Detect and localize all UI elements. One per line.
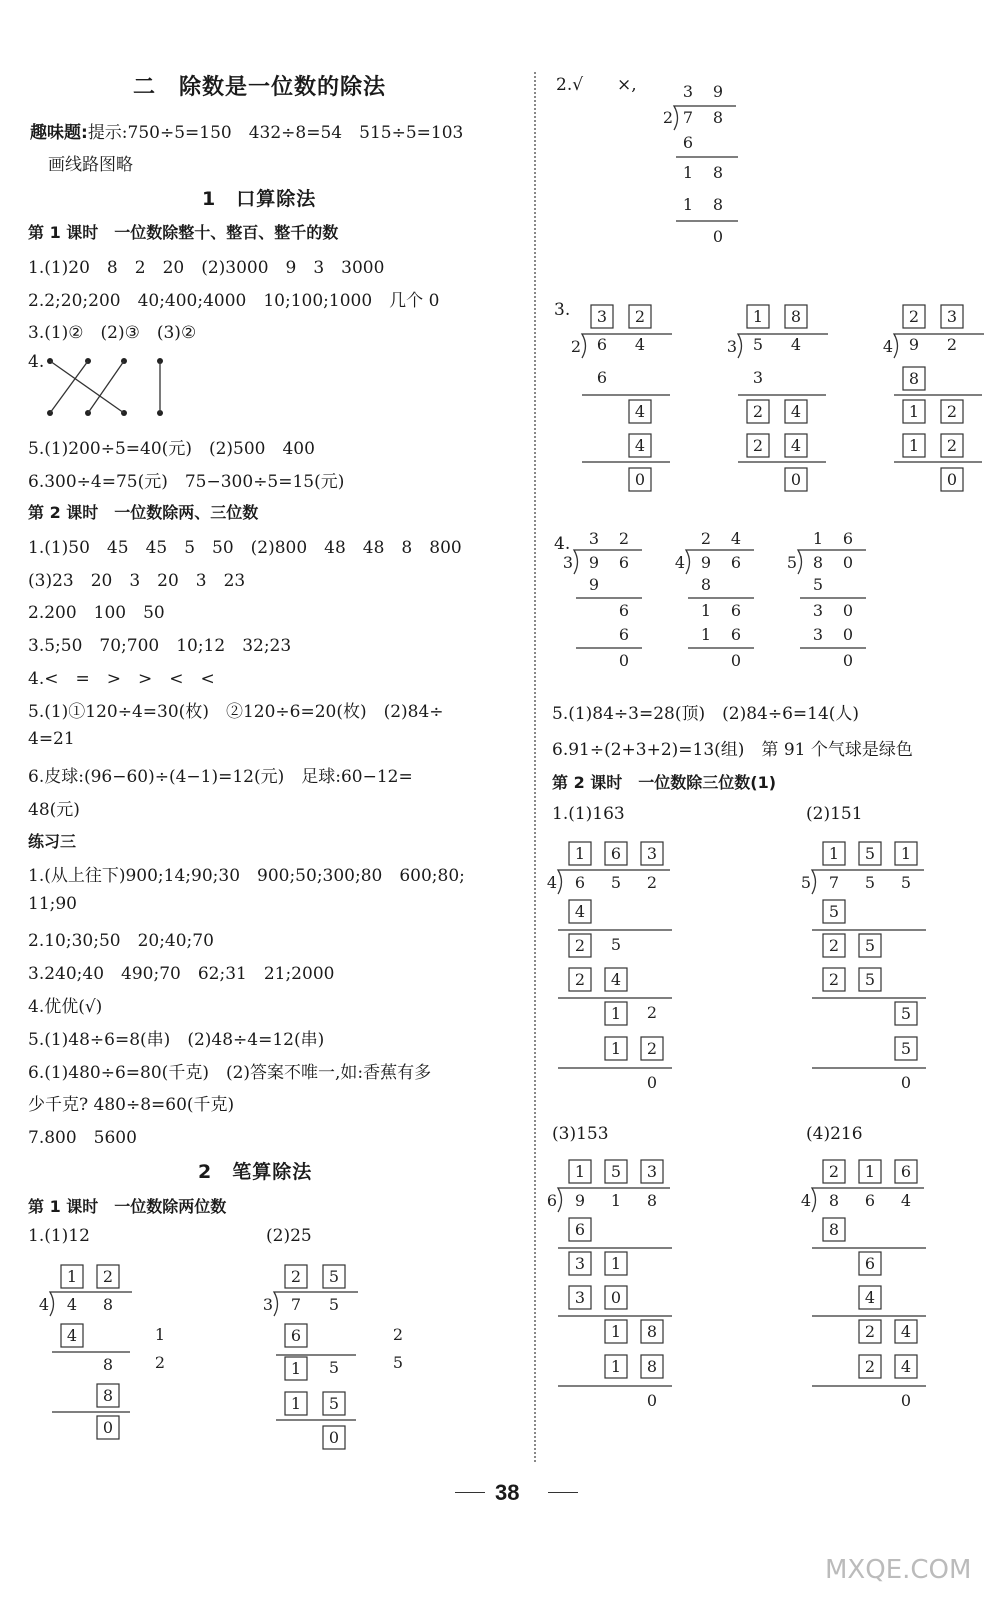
boxed-digit: 4 [790,402,802,421]
boxed-digit: 5 [864,970,876,989]
digit: 2 [618,529,630,548]
digit: 1 [682,195,694,214]
digit: 2 [646,873,658,892]
division-bracket [274,1292,358,1316]
fun-text-2: 画线路图略 [48,155,133,175]
digit: 0 [842,553,854,572]
digit: 1 [610,1191,622,1210]
boxed-digit: 8 [828,1220,840,1239]
divisor: 4 [674,553,686,572]
digit: 1 [154,1325,166,1344]
l2-answer-6b: 48(元) [28,800,80,820]
boxed-digit: 6 [610,844,622,863]
digit: 0 [842,601,854,620]
ex3-answer-7: 7.800 5600 [28,1128,137,1148]
digit: 0 [842,625,854,644]
digit: 2 [154,1353,166,1372]
boxed-digit: 5 [864,844,876,863]
ex3-answer-4: 4.优优(√) [28,997,103,1017]
boxed-digit: 4 [634,402,646,421]
boxed-digit: 0 [790,470,802,489]
ex3-answer-3: 3.240;40 490;70 62;31 21;2000 [28,964,335,984]
match-line [50,361,124,413]
l1-answer-4: 4. [28,352,45,372]
digit: 6 [730,553,742,572]
boxed-digit: 3 [646,844,658,863]
boxed-digit: 4 [574,902,586,921]
digit: 3 [588,529,600,548]
boxed-digit: 5 [610,1162,622,1181]
digit: 5 [328,1295,340,1314]
boxed-digit: 2 [574,970,586,989]
boxed-digit: 2 [946,436,958,455]
fun-text: 提示:750÷5=150 432÷8=54 515÷5=103 [87,123,464,143]
division-bracket [686,550,754,574]
digit: 4 [730,529,742,548]
r-q1-2-label: (2)151 [806,804,863,824]
l2-answer-4: 4.< = > > < < [28,669,215,689]
digit: 5 [900,873,912,892]
section-title: 二 除数是一位数的除法 [133,75,387,100]
l2-answer-2: 2.200 100 50 [28,603,165,623]
boxed-digit: 1 [752,307,764,326]
boxed-digit: 3 [574,1288,586,1307]
digit: 3 [812,625,824,644]
divisor: 5 [786,553,798,572]
l1-answer-2: 2.2;20;200 40;400;4000 10;100;1000 几个 0 [28,291,440,311]
boxed-digit: 4 [66,1326,78,1345]
digit: 5 [864,873,876,892]
digit: 8 [102,1355,114,1374]
boxed-digit: 2 [828,936,840,955]
digit: 0 [842,651,854,670]
digit: 1 [812,529,824,548]
digit: 0 [712,227,724,246]
boxed-digit: 2 [102,1267,114,1286]
boxed-digit: 6 [574,1220,586,1239]
l2-answer-6: 6.皮球:(96−60)÷(4−1)=12(元) 足球:60−12= [28,767,413,787]
digit: 8 [712,195,724,214]
boxed-digit: 5 [328,1267,340,1286]
subsection-title-2: 2 笔算除法 [198,1161,313,1183]
digit: 6 [864,1191,876,1210]
boxed-digit: 1 [574,844,586,863]
boxed-digit: 1 [828,844,840,863]
digit: 0 [900,1073,912,1092]
divisor: 2 [662,108,674,127]
digit: 0 [900,1391,912,1410]
divisor: 4 [882,337,894,356]
divisor: 3 [262,1295,274,1314]
digit: 2 [700,529,712,548]
boxed-digit: 8 [790,307,802,326]
boxed-digit: 2 [864,1322,876,1341]
boxed-digit: 2 [752,402,764,421]
digit: 6 [596,368,608,387]
divisor: 4 [546,873,558,892]
boxed-digit: 2 [752,436,764,455]
digit: 7 [682,108,694,127]
digit: 1 [700,625,712,644]
digit: 5 [752,335,764,354]
ex3-answer-5: 5.(1)48÷6=8(串) (2)48÷4=12(串) [28,1030,325,1050]
boxed-digit: 2 [290,1267,302,1286]
lesson-title-3: 第 1 课时 一位数除两位数 [28,1197,227,1216]
l1-answer-5: 5.(1)200÷5=40(元) (2)500 400 [28,439,315,459]
digit: 9 [712,82,724,101]
digit: 1 [682,163,694,182]
ex3-answer-6: 6.(1)480÷6=80(千克) (2)答案不唯一,如:香蕉有多 [28,1063,432,1083]
digit: 0 [646,1391,658,1410]
digit: 6 [618,601,630,620]
divisor: 2 [570,337,582,356]
boxed-digit: 3 [596,307,608,326]
lesson-title-4: 第 2 课时 一位数除三位数(1) [552,773,777,792]
division-bracket [738,334,828,358]
boxed-digit: 5 [900,1039,912,1058]
boxed-digit: 0 [102,1418,114,1437]
boxed-digit: 2 [908,307,920,326]
digit: 6 [842,529,854,548]
digit: 9 [700,553,712,572]
boxed-digit: 2 [646,1039,658,1058]
division-bracket [50,1292,132,1316]
exercise-3-title: 练习三 [28,832,77,851]
digit: 4 [634,335,646,354]
ex3-answer-1: 1.(从上往下)900;14;90;30 900;50;300;80 600;80; [28,866,465,886]
l2-answer-1: 1.(1)50 45 45 5 50 (2)800 48 48 8 800 [28,538,462,558]
watermark-text: MXQE.COM [825,1555,972,1585]
boxed-digit: 1 [610,1357,622,1376]
digit: 6 [730,601,742,620]
divisor: 4 [38,1295,50,1314]
boxed-digit: 4 [900,1357,912,1376]
boxed-digit: 8 [908,369,920,388]
r-q1-3-label: (3)153 [552,1124,609,1144]
ex3-answer-6b: 少千克? 480÷8=60(千克) [28,1095,235,1115]
division-bracket [582,334,672,358]
digit: 6 [682,133,694,152]
boxed-digit: 3 [574,1254,586,1273]
digit: 5 [392,1353,404,1372]
boxed-digit: 4 [610,970,622,989]
digit: 3 [752,368,764,387]
digit: 4 [790,335,802,354]
r-q3-label: 3. [554,300,571,320]
boxed-digit: 6 [864,1254,876,1273]
digit: 5 [328,1358,340,1377]
digit: 9 [908,335,920,354]
boxed-digit: 1 [290,1359,302,1378]
digit: 9 [588,575,600,594]
page-number-dash-left [455,1492,485,1493]
digit: 7 [290,1295,302,1314]
digit: 7 [828,873,840,892]
subsection-title-1: 1 口算除法 [202,188,317,210]
digit: 0 [730,651,742,670]
divisor: 5 [800,873,812,892]
boxed-digit: 0 [610,1288,622,1307]
digit: 6 [618,553,630,572]
l2-answer-3: 3.5;50 70;700 10;12 32;23 [28,636,292,656]
l2-answer-5b: 4=21 [28,729,75,749]
boxed-digit: 4 [900,1322,912,1341]
digit: 2 [646,1003,658,1022]
boxed-digit: 6 [290,1326,302,1345]
boxed-digit: 1 [610,1322,622,1341]
digit: 6 [730,625,742,644]
digit: 5 [812,575,824,594]
division-bracket [574,550,642,574]
boxed-digit: 0 [328,1428,340,1447]
digit: 5 [610,935,622,954]
boxed-digit: 1 [908,402,920,421]
r-q2-label: 2.√ ×, [556,75,637,95]
boxed-digit: 1 [66,1267,78,1286]
ex3-answer-2: 2.10;30;50 20;40;70 [28,931,214,951]
r-answer-6: 6.91÷(2+3+2)=13(组) 第 91 个气球是绿色 [552,740,913,760]
digit: 8 [812,553,824,572]
match-line [50,361,88,413]
boxed-digit: 2 [946,402,958,421]
boxed-digit: 8 [102,1386,114,1405]
boxed-digit: 1 [574,1162,586,1181]
digit: 3 [812,601,824,620]
boxed-digit: 5 [900,1004,912,1023]
digit: 0 [618,651,630,670]
boxed-digit: 2 [864,1357,876,1376]
boxed-digit: 6 [900,1162,912,1181]
digit: 8 [102,1295,114,1314]
l3-q1-1-label: 1.(1)12 [28,1226,90,1246]
boxed-digit: 2 [634,307,646,326]
boxed-digit: 4 [864,1288,876,1307]
fun-label: 趣味题: [30,123,88,143]
boxed-digit: 2 [574,936,586,955]
boxed-digit: 1 [900,844,912,863]
digit: 3 [682,82,694,101]
boxed-digit: 1 [864,1162,876,1181]
digit: 6 [574,873,586,892]
match-line [88,361,124,413]
digit: 0 [646,1073,658,1092]
digit: 5 [610,873,622,892]
boxed-digit: 1 [610,1254,622,1273]
digit: 8 [712,163,724,182]
boxed-digit: 4 [790,436,802,455]
boxed-digit: 3 [646,1162,658,1181]
l1-answer-1: 1.(1)20 8 2 20 (2)3000 9 3 3000 [28,258,385,278]
page-number: 38 [495,1480,520,1505]
boxed-digit: 1 [610,1004,622,1023]
boxed-digit: 5 [828,902,840,921]
boxed-digit: 0 [946,470,958,489]
digit: 8 [700,575,712,594]
divisor: 3 [726,337,738,356]
l2-answer-5: 5.(1)①120÷4=30(枚) ②120÷6=20(枚) (2)84÷ [28,702,444,722]
lesson-title-1: 第 1 课时 一位数除整十、整百、整千的数 [28,223,339,242]
boxed-digit: 5 [328,1394,340,1413]
boxed-digit: 8 [646,1322,658,1341]
boxed-digit: 5 [864,936,876,955]
r-q1-1-label: 1.(1)163 [552,804,625,824]
digit: 8 [712,108,724,127]
boxed-digit: 1 [290,1394,302,1413]
l1-answer-6: 6.300÷4=75(元) 75−300÷5=15(元) [28,472,345,492]
boxed-digit: 4 [634,436,646,455]
digit: 2 [392,1325,404,1344]
ex3-answer-1b: 11;90 [28,894,77,914]
digit: 8 [828,1191,840,1210]
r-q1-4-label: (4)216 [806,1124,863,1144]
boxed-digit: 0 [634,470,646,489]
boxed-digit: 1 [610,1039,622,1058]
boxed-digit: 8 [646,1357,658,1376]
digit: 4 [66,1295,78,1314]
divisor: 6 [546,1191,558,1210]
division-bracket [894,334,984,358]
boxed-digit: 2 [828,1162,840,1181]
digit: 1 [700,601,712,620]
l2-answer-1b: (3)23 20 3 20 3 23 [28,571,246,591]
division-bracket [798,550,866,574]
boxed-digit: 1 [908,436,920,455]
digit: 6 [618,625,630,644]
lesson-title-2: 第 2 课时 一位数除两、三位数 [28,503,259,522]
page-number-dash-right [548,1492,578,1493]
r-q4-label: 4. [554,534,571,554]
l3-q1-2-label: (2)25 [266,1226,312,1246]
digit: 9 [574,1191,586,1210]
divisor: 4 [800,1191,812,1210]
digit: 6 [596,335,608,354]
divisor: 3 [562,553,574,572]
boxed-digit: 3 [946,307,958,326]
digit: 2 [946,335,958,354]
digit: 9 [588,553,600,572]
r-answer-5: 5.(1)84÷3=28(顶) (2)84÷6=14(人) [552,704,860,724]
digit: 8 [646,1191,658,1210]
boxed-digit: 2 [828,970,840,989]
digit: 4 [900,1191,912,1210]
l1-answer-3: 3.(1)② (2)③ (3)② [28,323,197,343]
